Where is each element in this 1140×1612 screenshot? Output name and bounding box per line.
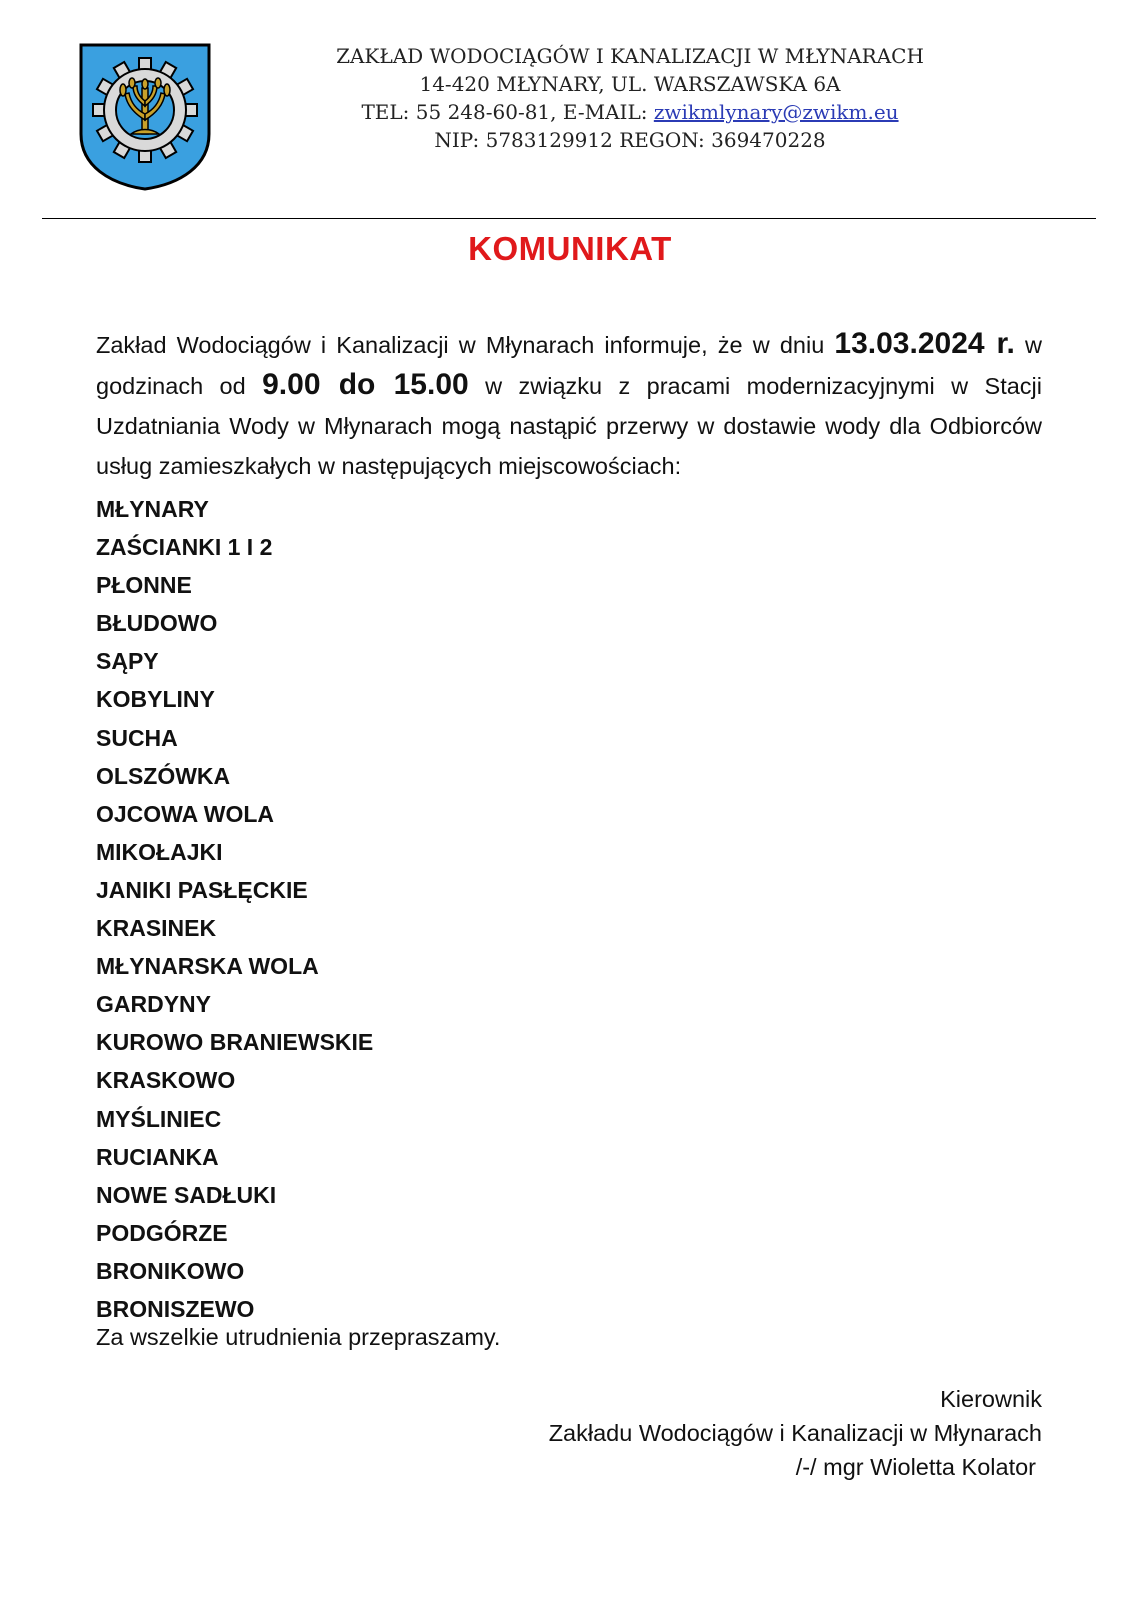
outage-hours: 9.00 do 15.00 bbox=[262, 367, 469, 401]
list-item: BRONIKOWO bbox=[96, 1257, 245, 1284]
notice-text-2: w godzinach od bbox=[96, 331, 1043, 399]
tel-label: TEL: bbox=[361, 100, 410, 124]
list-item: GARDYNY bbox=[96, 991, 212, 1018]
apology-text: Za wszelkie utrudnienia przepraszamy. bbox=[96, 1324, 501, 1350]
notice-paragraph bbox=[96, 324, 1042, 486]
notice-text-1: Zakład Wodociągów i Kanalizacji w Młynarach informuje, że w dniu bbox=[96, 331, 825, 358]
nip-label: NIP: bbox=[434, 128, 480, 152]
list-item: KRASINEK bbox=[96, 915, 217, 942]
company-address: 14-420 MŁYNARY, UL. WARSZAWSKA 6A bbox=[419, 72, 841, 96]
company-ids bbox=[300, 126, 960, 154]
company-contact bbox=[300, 98, 960, 126]
email-link[interactable]: zwikmlynary@zwikm.eu bbox=[653, 100, 899, 124]
nip-number: 5783129912 bbox=[485, 128, 613, 152]
notice-text-3: w związku z pracami modernizacyjnymi w Stacji Uzdatniania Wody w Młynarach mogą nastąpić przerwy w dostawie wody dla Odbiorców usług zamieszkałych w następujących miejscowościach: bbox=[96, 372, 1042, 479]
list-item: JANIKI PASŁĘCKIE bbox=[96, 876, 308, 903]
list-item: SUCHA bbox=[96, 724, 178, 751]
page-title: KOMUNIKAT bbox=[468, 230, 672, 267]
outage-date: 13.03.2024 r. bbox=[834, 326, 1015, 360]
list-item: KUROWO BRANIEWSKIE bbox=[96, 1029, 374, 1056]
signature-block bbox=[549, 1382, 1042, 1484]
coat-of-arms-icon bbox=[78, 42, 212, 192]
list-item: NOWE SADŁUKI bbox=[96, 1181, 277, 1208]
list-item: OLSZÓWKA bbox=[96, 762, 231, 789]
tel-number: 55 248-60-81, bbox=[415, 100, 557, 124]
places-list bbox=[96, 490, 373, 1328]
signature-name: /-/ mgr Wioletta Kolator bbox=[795, 1454, 1036, 1480]
signature-org: Zakładu Wodociągów i Kanalizacji w Młynarach bbox=[548, 1420, 1042, 1446]
regon-number: 369470228 bbox=[711, 128, 826, 152]
email-label: E-MAIL: bbox=[562, 100, 648, 124]
list-item: BRONISZEWO bbox=[96, 1295, 255, 1322]
list-item: MIKOŁAJKI bbox=[96, 838, 223, 865]
list-item: RUCIANKA bbox=[96, 1143, 219, 1170]
list-item: MŁYNARY bbox=[96, 496, 209, 522]
list-item: SĄPY bbox=[96, 648, 159, 675]
list-item: KOBYLINY bbox=[96, 686, 215, 713]
header-divider bbox=[42, 218, 1096, 219]
letterhead bbox=[300, 42, 960, 154]
list-item: MŁYNARSKA WOLA bbox=[96, 953, 319, 980]
list-item: KRASKOWO bbox=[96, 1067, 236, 1094]
list-item: OJCOWA WOLA bbox=[96, 800, 275, 827]
signature-role: Kierownik bbox=[940, 1386, 1042, 1412]
company-name: ZAKŁAD WODOCIĄGÓW I KANALIZACJI W MŁYNARACH bbox=[336, 44, 924, 68]
list-item: PŁONNE bbox=[96, 572, 192, 599]
list-item: ZAŚCIANKI 1 I 2 bbox=[96, 534, 273, 561]
list-item: PODGÓRZE bbox=[96, 1219, 228, 1246]
regon-label: REGON: bbox=[619, 128, 705, 152]
list-item: MYŚLINIEC bbox=[96, 1105, 222, 1132]
list-item: BŁUDOWO bbox=[96, 610, 218, 637]
